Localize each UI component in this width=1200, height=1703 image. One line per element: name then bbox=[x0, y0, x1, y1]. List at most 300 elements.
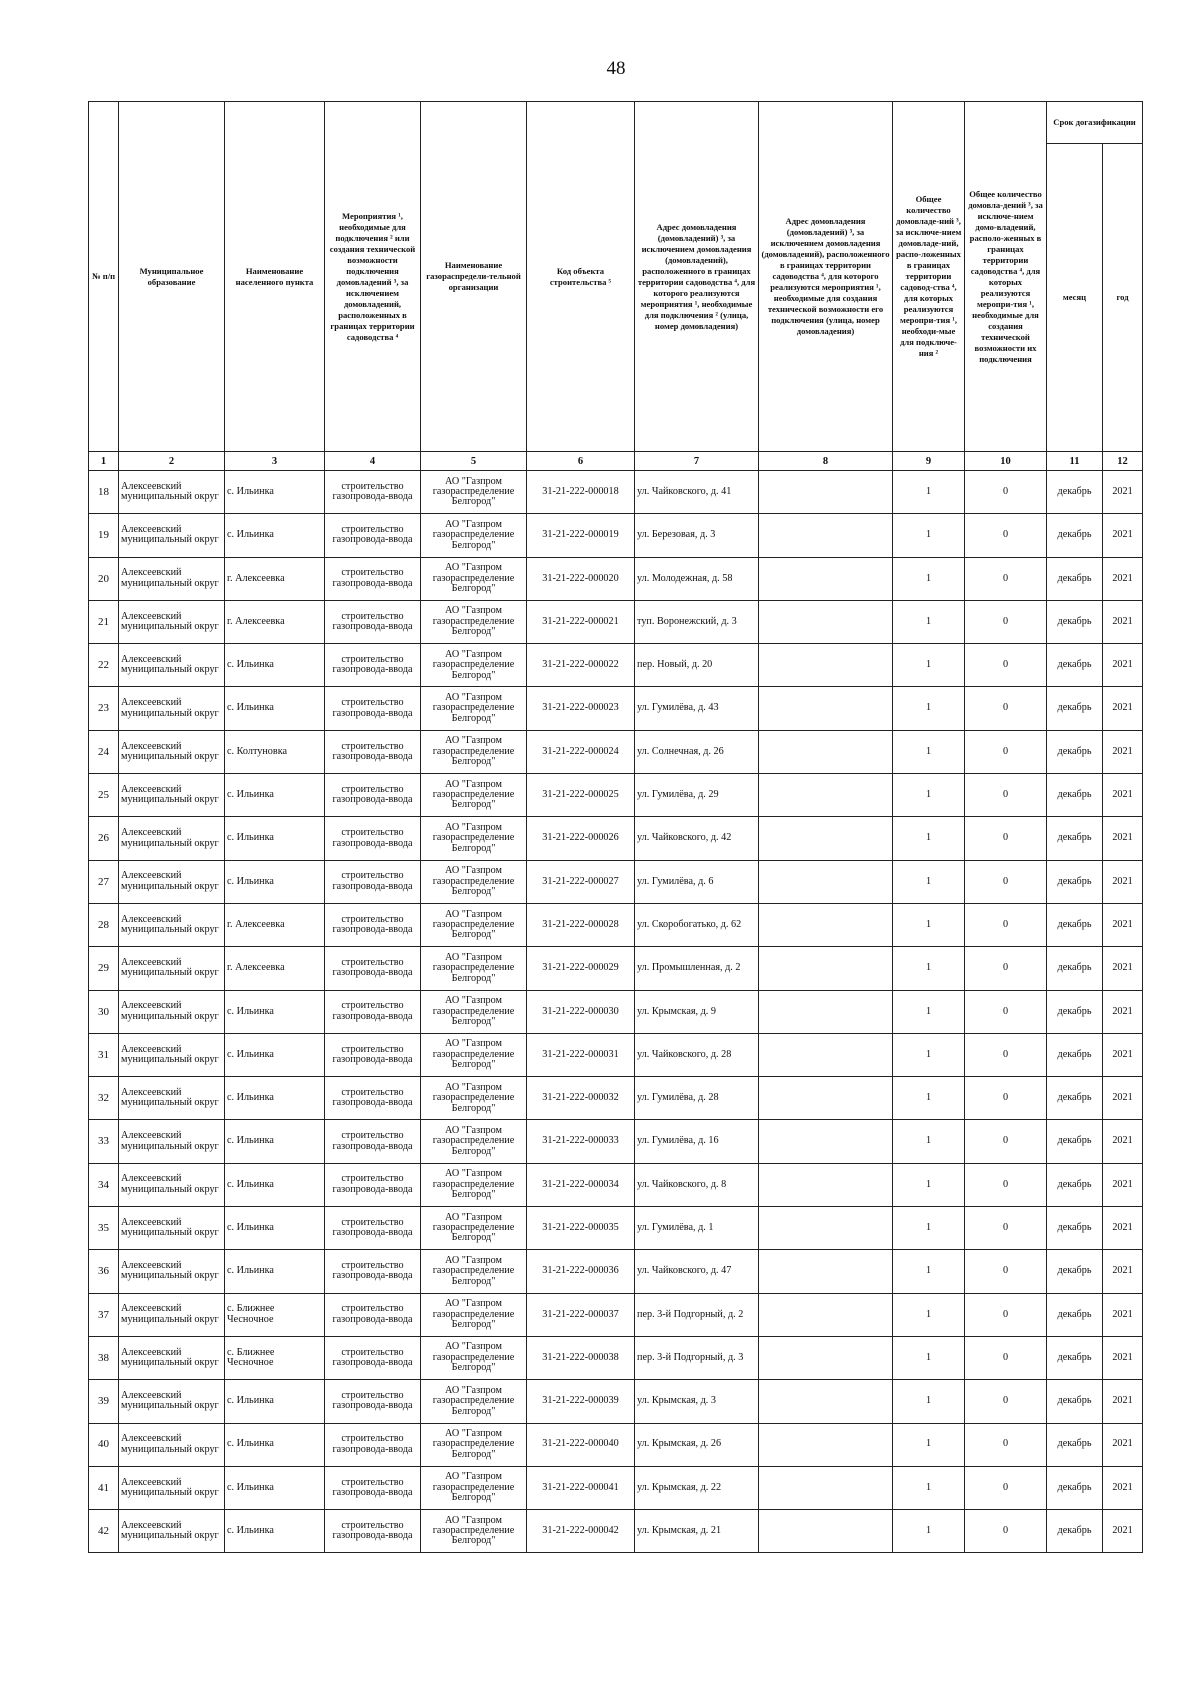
municipality-cell: Алексеевский муниципальный округ bbox=[119, 1250, 225, 1293]
count-tech-cell: 0 bbox=[965, 1423, 1047, 1466]
measure-cell: строительство газопровода-ввода bbox=[325, 730, 421, 773]
count-connection-cell: 1 bbox=[893, 1423, 965, 1466]
column-number: 8 bbox=[759, 452, 893, 471]
gas-org-cell: АО "Газпром газораспределение Белгород" bbox=[421, 557, 527, 600]
table-row bbox=[89, 1033, 1143, 1076]
table-row bbox=[89, 600, 1143, 643]
row-number: 27 bbox=[89, 860, 119, 903]
table-row bbox=[89, 903, 1143, 946]
year-cell: 2021 bbox=[1103, 860, 1143, 903]
row-number: 42 bbox=[89, 1510, 119, 1553]
object-code-cell: 31-21-222-000024 bbox=[527, 730, 635, 773]
column-number: 2 bbox=[119, 452, 225, 471]
year-cell: 2021 bbox=[1103, 687, 1143, 730]
count-tech-cell: 0 bbox=[965, 600, 1047, 643]
measure-cell: строительство газопровода-ввода bbox=[325, 687, 421, 730]
object-code-cell: 31-21-222-000037 bbox=[527, 1293, 635, 1336]
count-tech-cell: 0 bbox=[965, 1207, 1047, 1250]
address-tech-cell bbox=[759, 1033, 893, 1076]
header-month: месяц bbox=[1047, 144, 1103, 452]
municipality-cell: Алексеевский муниципальный округ bbox=[119, 947, 225, 990]
row-number: 23 bbox=[89, 687, 119, 730]
gas-org-cell: АО "Газпром газораспределение Белгород" bbox=[421, 1510, 527, 1553]
settlement-cell: с. Ближнее Чесночное bbox=[225, 1293, 325, 1336]
year-cell: 2021 bbox=[1103, 1423, 1143, 1466]
table-row bbox=[89, 1510, 1143, 1553]
settlement-cell: с. Ильинка bbox=[225, 1510, 325, 1553]
table-row bbox=[89, 990, 1143, 1033]
municipality-cell: Алексеевский муниципальный округ bbox=[119, 600, 225, 643]
municipality-cell: Алексеевский муниципальный округ bbox=[119, 774, 225, 817]
object-code-cell: 31-21-222-000041 bbox=[527, 1466, 635, 1509]
measure-cell: строительство газопровода-ввода bbox=[325, 1163, 421, 1206]
row-number: 41 bbox=[89, 1466, 119, 1509]
count-connection-cell: 1 bbox=[893, 860, 965, 903]
year-cell: 2021 bbox=[1103, 1466, 1143, 1509]
year-cell: 2021 bbox=[1103, 1250, 1143, 1293]
table-row bbox=[89, 514, 1143, 557]
address-cell: ул. Крымская, д. 22 bbox=[635, 1466, 759, 1509]
month-cell: декабрь bbox=[1047, 774, 1103, 817]
row-number: 37 bbox=[89, 1293, 119, 1336]
gasification-table bbox=[88, 101, 1143, 1553]
header-address-connection: Адрес домовладения (домовладений) ³, за исключением домовладения (домовладений), расположенного в границах территории садоводства ⁴, для которого реализуются мероприятия ¹, необходимые для подключения ² (улица, номер домовладения) bbox=[635, 102, 759, 452]
address-tech-cell bbox=[759, 514, 893, 557]
address-cell: ул. Гумилёва, д. 29 bbox=[635, 774, 759, 817]
month-cell: декабрь bbox=[1047, 1120, 1103, 1163]
count-connection-cell: 1 bbox=[893, 990, 965, 1033]
gas-org-cell: АО "Газпром газораспределение Белгород" bbox=[421, 903, 527, 946]
settlement-cell: с. Ильинка bbox=[225, 1250, 325, 1293]
object-code-cell: 31-21-222-000021 bbox=[527, 600, 635, 643]
table-body bbox=[89, 471, 1143, 1553]
table-row bbox=[89, 1293, 1143, 1336]
table-row bbox=[89, 1250, 1143, 1293]
address-tech-cell bbox=[759, 644, 893, 687]
year-cell: 2021 bbox=[1103, 1293, 1143, 1336]
municipality-cell: Алексеевский муниципальный округ bbox=[119, 514, 225, 557]
municipality-cell: Алексеевский муниципальный округ bbox=[119, 1120, 225, 1163]
address-cell: ул. Чайковского, д. 28 bbox=[635, 1033, 759, 1076]
table-row bbox=[89, 687, 1143, 730]
count-tech-cell: 0 bbox=[965, 687, 1047, 730]
address-cell: ул. Крымская, д. 21 bbox=[635, 1510, 759, 1553]
address-tech-cell bbox=[759, 1510, 893, 1553]
table-row bbox=[89, 1207, 1143, 1250]
row-number: 34 bbox=[89, 1163, 119, 1206]
year-cell: 2021 bbox=[1103, 514, 1143, 557]
settlement-cell: с. Ильинка bbox=[225, 471, 325, 514]
address-tech-cell bbox=[759, 557, 893, 600]
count-connection-cell: 1 bbox=[893, 1163, 965, 1206]
table-row bbox=[89, 774, 1143, 817]
municipality-cell: Алексеевский муниципальный округ bbox=[119, 1466, 225, 1509]
address-tech-cell bbox=[759, 817, 893, 860]
measure-cell: строительство газопровода-ввода bbox=[325, 1423, 421, 1466]
count-tech-cell: 0 bbox=[965, 1077, 1047, 1120]
table-row bbox=[89, 730, 1143, 773]
measure-cell: строительство газопровода-ввода bbox=[325, 947, 421, 990]
address-tech-cell bbox=[759, 1250, 893, 1293]
municipality-cell: Алексеевский муниципальный округ bbox=[119, 990, 225, 1033]
gas-org-cell: АО "Газпром газораспределение Белгород" bbox=[421, 1380, 527, 1423]
row-number: 19 bbox=[89, 514, 119, 557]
year-cell: 2021 bbox=[1103, 600, 1143, 643]
address-cell: ул. Крымская, д. 3 bbox=[635, 1380, 759, 1423]
object-code-cell: 31-21-222-000030 bbox=[527, 990, 635, 1033]
object-code-cell: 31-21-222-000031 bbox=[527, 1033, 635, 1076]
count-connection-cell: 1 bbox=[893, 1033, 965, 1076]
settlement-cell: с. Ильинка bbox=[225, 1380, 325, 1423]
count-tech-cell: 0 bbox=[965, 1466, 1047, 1509]
table-row bbox=[89, 860, 1143, 903]
gas-org-cell: АО "Газпром газораспределение Белгород" bbox=[421, 1163, 527, 1206]
year-cell: 2021 bbox=[1103, 990, 1143, 1033]
settlement-cell: с. Ильинка bbox=[225, 860, 325, 903]
column-number: 12 bbox=[1103, 452, 1143, 471]
object-code-cell: 31-21-222-000025 bbox=[527, 774, 635, 817]
address-tech-cell bbox=[759, 1077, 893, 1120]
object-code-cell: 31-21-222-000029 bbox=[527, 947, 635, 990]
gas-org-cell: АО "Газпром газораспределение Белгород" bbox=[421, 817, 527, 860]
count-tech-cell: 0 bbox=[965, 1336, 1047, 1379]
header-year: год bbox=[1103, 144, 1143, 452]
settlement-cell: с. Ильинка bbox=[225, 514, 325, 557]
address-tech-cell bbox=[759, 1336, 893, 1379]
table-row bbox=[89, 1163, 1143, 1206]
row-number: 22 bbox=[89, 644, 119, 687]
address-tech-cell bbox=[759, 1120, 893, 1163]
row-number: 32 bbox=[89, 1077, 119, 1120]
measure-cell: строительство газопровода-ввода bbox=[325, 1293, 421, 1336]
gas-org-cell: АО "Газпром газораспределение Белгород" bbox=[421, 1077, 527, 1120]
object-code-cell: 31-21-222-000038 bbox=[527, 1336, 635, 1379]
municipality-cell: Алексеевский муниципальный округ bbox=[119, 730, 225, 773]
count-tech-cell: 0 bbox=[965, 860, 1047, 903]
count-connection-cell: 1 bbox=[893, 1336, 965, 1379]
table-row bbox=[89, 471, 1143, 514]
column-number: 4 bbox=[325, 452, 421, 471]
row-number: 21 bbox=[89, 600, 119, 643]
address-tech-cell bbox=[759, 1423, 893, 1466]
month-cell: декабрь bbox=[1047, 514, 1103, 557]
measure-cell: строительство газопровода-ввода bbox=[325, 990, 421, 1033]
address-cell: пер. 3-й Подгорный, д. 3 bbox=[635, 1336, 759, 1379]
month-cell: декабрь bbox=[1047, 1207, 1103, 1250]
count-connection-cell: 1 bbox=[893, 730, 965, 773]
month-cell: декабрь bbox=[1047, 644, 1103, 687]
row-number: 35 bbox=[89, 1207, 119, 1250]
year-cell: 2021 bbox=[1103, 947, 1143, 990]
month-cell: декабрь bbox=[1047, 1336, 1103, 1379]
month-cell: декабрь bbox=[1047, 1466, 1103, 1509]
row-number: 40 bbox=[89, 1423, 119, 1466]
count-tech-cell: 0 bbox=[965, 557, 1047, 600]
address-cell: ул. Чайковского, д. 42 bbox=[635, 817, 759, 860]
object-code-cell: 31-21-222-000042 bbox=[527, 1510, 635, 1553]
gas-org-cell: АО "Газпром газораспределение Белгород" bbox=[421, 471, 527, 514]
address-cell: ул. Гумилёва, д. 28 bbox=[635, 1077, 759, 1120]
table-row bbox=[89, 557, 1143, 600]
municipality-cell: Алексеевский муниципальный округ bbox=[119, 1207, 225, 1250]
measure-cell: строительство газопровода-ввода bbox=[325, 774, 421, 817]
object-code-cell: 31-21-222-000040 bbox=[527, 1423, 635, 1466]
address-cell: ул. Солнечная, д. 26 bbox=[635, 730, 759, 773]
count-connection-cell: 1 bbox=[893, 1510, 965, 1553]
measure-cell: строительство газопровода-ввода bbox=[325, 860, 421, 903]
measure-cell: строительство газопровода-ввода bbox=[325, 1380, 421, 1423]
settlement-cell: с. Колтуновка bbox=[225, 730, 325, 773]
municipality-cell: Алексеевский муниципальный округ bbox=[119, 644, 225, 687]
count-tech-cell: 0 bbox=[965, 1250, 1047, 1293]
gas-org-cell: АО "Газпром газораспределение Белгород" bbox=[421, 947, 527, 990]
year-cell: 2021 bbox=[1103, 1163, 1143, 1206]
municipality-cell: Алексеевский муниципальный округ bbox=[119, 1423, 225, 1466]
object-code-cell: 31-21-222-000035 bbox=[527, 1207, 635, 1250]
month-cell: декабрь bbox=[1047, 990, 1103, 1033]
month-cell: декабрь bbox=[1047, 860, 1103, 903]
count-tech-cell: 0 bbox=[965, 1120, 1047, 1163]
address-cell: ул. Молодежная, д. 58 bbox=[635, 557, 759, 600]
month-cell: декабрь bbox=[1047, 947, 1103, 990]
address-cell: ул. Гумилёва, д. 6 bbox=[635, 860, 759, 903]
address-tech-cell bbox=[759, 903, 893, 946]
measure-cell: строительство газопровода-ввода bbox=[325, 817, 421, 860]
settlement-cell: г. Алексеевка bbox=[225, 903, 325, 946]
gas-org-cell: АО "Газпром газораспределение Белгород" bbox=[421, 514, 527, 557]
month-cell: декабрь bbox=[1047, 1510, 1103, 1553]
object-code-cell: 31-21-222-000032 bbox=[527, 1077, 635, 1120]
address-cell: ул. Гумилёва, д. 43 bbox=[635, 687, 759, 730]
gas-org-cell: АО "Газпром газораспределение Белгород" bbox=[421, 774, 527, 817]
municipality-cell: Алексеевский муниципальный округ bbox=[119, 1077, 225, 1120]
month-cell: декабрь bbox=[1047, 1293, 1103, 1336]
address-tech-cell bbox=[759, 1380, 893, 1423]
address-cell: ул. Чайковского, д. 8 bbox=[635, 1163, 759, 1206]
count-tech-cell: 0 bbox=[965, 1033, 1047, 1076]
settlement-cell: с. Ильинка bbox=[225, 817, 325, 860]
count-tech-cell: 0 bbox=[965, 1380, 1047, 1423]
month-cell: декабрь bbox=[1047, 903, 1103, 946]
column-number: 3 bbox=[225, 452, 325, 471]
address-cell: ул. Гумилёва, д. 1 bbox=[635, 1207, 759, 1250]
month-cell: декабрь bbox=[1047, 1250, 1103, 1293]
year-cell: 2021 bbox=[1103, 1207, 1143, 1250]
header-settlement: Наименование населенного пункта bbox=[225, 102, 325, 452]
address-cell: ул. Чайковского, д. 47 bbox=[635, 1250, 759, 1293]
year-cell: 2021 bbox=[1103, 557, 1143, 600]
gas-org-cell: АО "Газпром газораспределение Белгород" bbox=[421, 1207, 527, 1250]
address-cell: пер. Новый, д. 20 bbox=[635, 644, 759, 687]
gas-org-cell: АО "Газпром газораспределение Белгород" bbox=[421, 1250, 527, 1293]
count-connection-cell: 1 bbox=[893, 774, 965, 817]
year-cell: 2021 bbox=[1103, 1510, 1143, 1553]
month-cell: декабрь bbox=[1047, 471, 1103, 514]
address-cell: туп. Воронежский, д. 3 bbox=[635, 600, 759, 643]
count-connection-cell: 1 bbox=[893, 644, 965, 687]
row-number: 24 bbox=[89, 730, 119, 773]
measure-cell: строительство газопровода-ввода bbox=[325, 1207, 421, 1250]
municipality-cell: Алексеевский муниципальный округ bbox=[119, 903, 225, 946]
table-row bbox=[89, 1336, 1143, 1379]
year-cell: 2021 bbox=[1103, 644, 1143, 687]
municipality-cell: Алексеевский муниципальный округ bbox=[119, 687, 225, 730]
column-number: 1 bbox=[89, 452, 119, 471]
municipality-cell: Алексеевский муниципальный округ bbox=[119, 1033, 225, 1076]
row-number: 31 bbox=[89, 1033, 119, 1076]
municipality-cell: Алексеевский муниципальный округ bbox=[119, 1380, 225, 1423]
count-connection-cell: 1 bbox=[893, 1293, 965, 1336]
count-connection-cell: 1 bbox=[893, 1207, 965, 1250]
settlement-cell: с. Ильинка bbox=[225, 1033, 325, 1076]
year-cell: 2021 bbox=[1103, 1033, 1143, 1076]
measure-cell: строительство газопровода-ввода bbox=[325, 1250, 421, 1293]
address-cell: ул. Крымская, д. 9 bbox=[635, 990, 759, 1033]
count-connection-cell: 1 bbox=[893, 687, 965, 730]
municipality-cell: Алексеевский муниципальный округ bbox=[119, 817, 225, 860]
count-connection-cell: 1 bbox=[893, 514, 965, 557]
column-number: 7 bbox=[635, 452, 759, 471]
address-tech-cell bbox=[759, 600, 893, 643]
measure-cell: строительство газопровода-ввода bbox=[325, 557, 421, 600]
settlement-cell: с. Ильинка bbox=[225, 687, 325, 730]
year-cell: 2021 bbox=[1103, 730, 1143, 773]
count-connection-cell: 1 bbox=[893, 600, 965, 643]
header-measures: Мероприятия ¹, необходимые для подключения ² или создания технической возможности подключения домовладений ³, за исключением домовладений, расположенных в границах территории садоводства ⁴ bbox=[325, 102, 421, 452]
address-cell: ул. Скоробогатько, д. 62 bbox=[635, 903, 759, 946]
header-object-code: Код объекта строительства ⁵ bbox=[527, 102, 635, 452]
month-cell: декабрь bbox=[1047, 557, 1103, 600]
address-cell: ул. Березовая, д. 3 bbox=[635, 514, 759, 557]
month-cell: декабрь bbox=[1047, 817, 1103, 860]
object-code-cell: 31-21-222-000039 bbox=[527, 1380, 635, 1423]
object-code-cell: 31-21-222-000022 bbox=[527, 644, 635, 687]
address-tech-cell bbox=[759, 1163, 893, 1206]
column-number: 6 bbox=[527, 452, 635, 471]
row-number: 26 bbox=[89, 817, 119, 860]
count-tech-cell: 0 bbox=[965, 1293, 1047, 1336]
settlement-cell: г. Алексеевка bbox=[225, 947, 325, 990]
count-tech-cell: 0 bbox=[965, 471, 1047, 514]
header-count-tech: Общее количество домовла-дений ³, за исключе-нием домо-владений, располо-женных в границах территории садоводства ⁴, для которых реализуются меропри-тия ¹, необходимые для создания технической возможности их подключения bbox=[965, 102, 1047, 452]
table-row bbox=[89, 1380, 1143, 1423]
year-cell: 2021 bbox=[1103, 1380, 1143, 1423]
header-address-tech: Адрес домовладения (домовладений) ³, за исключением домовладения (домовладений), расположенного в границах территории садоводства ⁴, для которого реализуются мероприятия ¹, необходимые для создания технической возможности его подключения (улица, номер домовладения) bbox=[759, 102, 893, 452]
count-connection-cell: 1 bbox=[893, 1120, 965, 1163]
column-number: 5 bbox=[421, 452, 527, 471]
municipality-cell: Алексеевский муниципальный округ bbox=[119, 860, 225, 903]
year-cell: 2021 bbox=[1103, 903, 1143, 946]
object-code-cell: 31-21-222-000034 bbox=[527, 1163, 635, 1206]
row-number: 25 bbox=[89, 774, 119, 817]
measure-cell: строительство газопровода-ввода bbox=[325, 1336, 421, 1379]
address-tech-cell bbox=[759, 860, 893, 903]
municipality-cell: Алексеевский муниципальный округ bbox=[119, 1336, 225, 1379]
header-municipality: Муниципальное образование bbox=[119, 102, 225, 452]
gas-org-cell: АО "Газпром газораспределение Белгород" bbox=[421, 1466, 527, 1509]
gas-org-cell: АО "Газпром газораспределение Белгород" bbox=[421, 1120, 527, 1163]
month-cell: декабрь bbox=[1047, 600, 1103, 643]
row-number: 18 bbox=[89, 471, 119, 514]
address-tech-cell bbox=[759, 687, 893, 730]
municipality-cell: Алексеевский муниципальный округ bbox=[119, 1510, 225, 1553]
measure-cell: строительство газопровода-ввода bbox=[325, 471, 421, 514]
column-number: 9 bbox=[893, 452, 965, 471]
count-connection-cell: 1 bbox=[893, 1250, 965, 1293]
object-code-cell: 31-21-222-000028 bbox=[527, 903, 635, 946]
count-tech-cell: 0 bbox=[965, 1163, 1047, 1206]
gas-org-cell: АО "Газпром газораспределение Белгород" bbox=[421, 730, 527, 773]
month-cell: декабрь bbox=[1047, 1077, 1103, 1120]
table-row bbox=[89, 1423, 1143, 1466]
count-connection-cell: 1 bbox=[893, 471, 965, 514]
settlement-cell: с. Ильинка bbox=[225, 1163, 325, 1206]
month-cell: декабрь bbox=[1047, 1423, 1103, 1466]
settlement-cell: с. Ильинка bbox=[225, 990, 325, 1033]
count-tech-cell: 0 bbox=[965, 730, 1047, 773]
year-cell: 2021 bbox=[1103, 471, 1143, 514]
measure-cell: строительство газопровода-ввода bbox=[325, 644, 421, 687]
address-cell: пер. 3-й Подгорный, д. 2 bbox=[635, 1293, 759, 1336]
count-tech-cell: 0 bbox=[965, 774, 1047, 817]
month-cell: декабрь bbox=[1047, 687, 1103, 730]
object-code-cell: 31-21-222-000036 bbox=[527, 1250, 635, 1293]
measure-cell: строительство газопровода-ввода bbox=[325, 1510, 421, 1553]
settlement-cell: с. Ильинка bbox=[225, 1466, 325, 1509]
gas-org-cell: АО "Газпром газораспределение Белгород" bbox=[421, 1033, 527, 1076]
settlement-cell: с. Ильинка bbox=[225, 774, 325, 817]
year-cell: 2021 bbox=[1103, 817, 1143, 860]
page-number: 48 bbox=[606, 58, 626, 79]
settlement-cell: с. Ильинка bbox=[225, 1120, 325, 1163]
gas-org-cell: АО "Газпром газораспределение Белгород" bbox=[421, 600, 527, 643]
table-header bbox=[89, 102, 1143, 471]
settlement-cell: г. Алексеевка bbox=[225, 600, 325, 643]
column-number: 10 bbox=[965, 452, 1047, 471]
address-cell: ул. Крымская, д. 26 bbox=[635, 1423, 759, 1466]
table-row bbox=[89, 1466, 1143, 1509]
header-count-connection: Общее количество домовладе-ний ³, за исключе-нием домовладе-ний, распо-ложенных в границах территории садовод-ства ⁴, для которых реализуются меропри-тия ¹, необходи-мые для подключе-ния ² bbox=[893, 102, 965, 452]
count-connection-cell: 1 bbox=[893, 903, 965, 946]
row-number: 30 bbox=[89, 990, 119, 1033]
month-cell: декабрь bbox=[1047, 1163, 1103, 1206]
settlement-cell: с. Ильинка bbox=[225, 1207, 325, 1250]
table-row bbox=[89, 947, 1143, 990]
gas-org-cell: АО "Газпром газораспределение Белгород" bbox=[421, 990, 527, 1033]
object-code-cell: 31-21-222-000033 bbox=[527, 1120, 635, 1163]
year-cell: 2021 bbox=[1103, 1336, 1143, 1379]
row-number: 33 bbox=[89, 1120, 119, 1163]
count-tech-cell: 0 bbox=[965, 947, 1047, 990]
count-connection-cell: 1 bbox=[893, 947, 965, 990]
object-code-cell: 31-21-222-000019 bbox=[527, 514, 635, 557]
table-row bbox=[89, 1120, 1143, 1163]
address-cell: ул. Промышленная, д. 2 bbox=[635, 947, 759, 990]
row-number: 38 bbox=[89, 1336, 119, 1379]
address-tech-cell bbox=[759, 1466, 893, 1509]
count-connection-cell: 1 bbox=[893, 1380, 965, 1423]
gas-org-cell: АО "Газпром газораспределение Белгород" bbox=[421, 1423, 527, 1466]
address-tech-cell bbox=[759, 1207, 893, 1250]
address-tech-cell bbox=[759, 1293, 893, 1336]
header-num: № п/п bbox=[89, 102, 119, 452]
settlement-cell: г. Алексеевка bbox=[225, 557, 325, 600]
header-term: Срок догазификации bbox=[1047, 102, 1143, 144]
object-code-cell: 31-21-222-000027 bbox=[527, 860, 635, 903]
settlement-cell: с. Ильинка bbox=[225, 1077, 325, 1120]
count-connection-cell: 1 bbox=[893, 1466, 965, 1509]
object-code-cell: 31-21-222-000023 bbox=[527, 687, 635, 730]
